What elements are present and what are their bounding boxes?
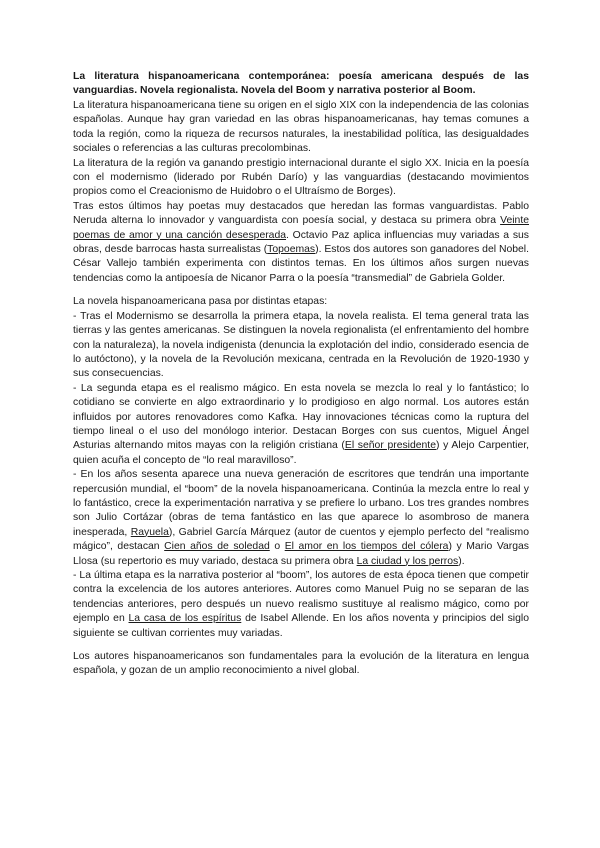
text-segment: ) y Alejo Carpentier, quien acuña el concepto de “lo real maravilloso”. xyxy=(73,440,529,466)
work-title-el-senor-presidente: El señor presidente xyxy=(344,440,436,452)
text-segment: ). Estos dos autores son ganadores del Nobel. César Vallejo también experimenta con distintos temas. En los últimos años surgen nuevas tendencias como la antipoesía de Nicanor Parra o la poesía “transmedial” de Gabriela Golder. xyxy=(73,244,529,284)
novel-stage-post-boom xyxy=(73,569,529,641)
document-title: La literatura hispanoamericana contemporánea: poesía americana después de las vanguardias. Novela regionalista. Novela del Boom y narrativa posterior al Boom. xyxy=(73,71,529,96)
paragraph-gap xyxy=(73,286,529,295)
document-page xyxy=(73,70,529,679)
text-segment: - La segunda etapa es el realismo mágico. En esta novela se mezcla lo real y lo fantástico; lo cotidiano se convierte en algo extraordinario y lo prodigioso en algo normal. Los autores están influidos por autores renovadores como Kafka. Hay innovaciones técnicas como la ruptura del tiempo lineal o el uso del monólogo interior. Destacan Borges con sus cuentos, Miguel Ángel Asturias alternando mitos mayas con la religión cristiana ( xyxy=(73,382,529,452)
text-segment: - La última etapa es la narrativa posterior al “boom”, los autores de esta época tienen que competir contra la excelencia de los autores anteriores. Autores como Manuel Puig no se separan de las tendencias anteriores, pero después un nuevo realismo sustituye al realismo mágico, como por ejemplo en xyxy=(73,570,529,625)
intro-paragraph-prestige: La literatura de la región va ganando prestigio internacional durante el siglo XX. Inicia en la poesía con el modernismo (liderado por Rubén Darío) y las vanguardias (destacando movimientos propios como el Creacionismo de Huidobro o el Ultraísmo de Borges). xyxy=(73,157,529,198)
conclusion-paragraph: Los autores hispanoamericanos son fundamentales para la evolución de la literatura en lengua española, y gozan de un amplio reconocimiento a nivel global. xyxy=(73,651,529,677)
text-segment: ) y Mario Vargas Llosa (su repertorio es muy variado, destaca su primera obra xyxy=(73,541,529,567)
text-segment: ), Gabriel García Márquez (autor de cuentos y ejemplo perfecto del “realismo mágico”, destacan xyxy=(73,526,529,553)
work-title-veinte-poemas: Veinte poemas de amor y una canción desesperada xyxy=(73,215,529,241)
intro-paragraph-origin: La literatura hispanoamericana tiene su origen en el siglo XIX con la independencia de las colonias españolas. Aunque hay gran variedad en las obras hispanoamericanas, hay temas comunes a toda la región, como la riqueza de recursos naturales, la inestabilidad política, las desigualdades sociales o referencias a las culturas precolombinas. xyxy=(73,100,529,155)
text-segment: Tras estos últimos hay poetas muy destacados que heredan las formas vanguardistas. Pablo Neruda alterna lo innovador y vanguardista con poesía social, y destaca su primera obra xyxy=(73,200,529,227)
novel-stage-boom xyxy=(73,468,529,569)
work-title-el-amor-en-los-tiempos: El amor en los tiempos del cólera xyxy=(284,541,449,553)
text-segment: de Isabel Allende. En los años noventa y principios del siglo siguiente se cultivan corrientes muy variadas. xyxy=(73,613,529,639)
novel-stage-realismo-magico xyxy=(73,382,529,468)
intro-paragraph-poets xyxy=(73,200,529,286)
novel-lead-paragraph: La novela hispanoamericana pasa por distintas etapas: xyxy=(73,296,328,308)
work-title-rayuela: Rayuela xyxy=(130,526,169,538)
text-segment: ). xyxy=(458,555,465,567)
work-title-la-ciudad-y-los-perros: La ciudad y los perros xyxy=(356,555,459,567)
novel-stage-realista: - Tras el Modernismo se desarrolla la primera etapa, la novela realista. El tema general trata las tierras y las gentes americanas. Se distinguen la novela regionalista (el enfrentamiento del hombre con la naturaleza), la novela indigenista (denuncia la explotación del indio, considerado esencia de lo autóctono), y la novela de la Revolución mexicana, centrada en la Revolución de 1920-1930 y sus consecuencias. xyxy=(73,310,529,380)
work-title-la-casa-de-los-espiritus: La casa de los espíritus xyxy=(128,613,242,625)
paragraph-gap xyxy=(73,641,529,650)
text-segment: . Octavio Paz aplica influencias muy variadas a sus obras, desde barrocas hasta surrealistas ( xyxy=(73,229,529,256)
text-segment: o xyxy=(269,541,285,553)
text-segment: - En los años sesenta aparece una nueva generación de escritores que tendrán una importante repercusión mundial, el “boom” de la novela hispanoamericana. Continúa la mezcla entre lo real y lo fantástico, crece la experimentación narrativa y se prefiere lo urbano. Los tres grandes nombres son Julio Cortázar (obras de tema fantástico en las que aparece lo asombroso de manera inesperada, xyxy=(73,469,529,538)
work-title-cien-anos: Cien años de soledad xyxy=(164,541,270,553)
work-title-topoemas: Topoemas xyxy=(267,244,316,256)
